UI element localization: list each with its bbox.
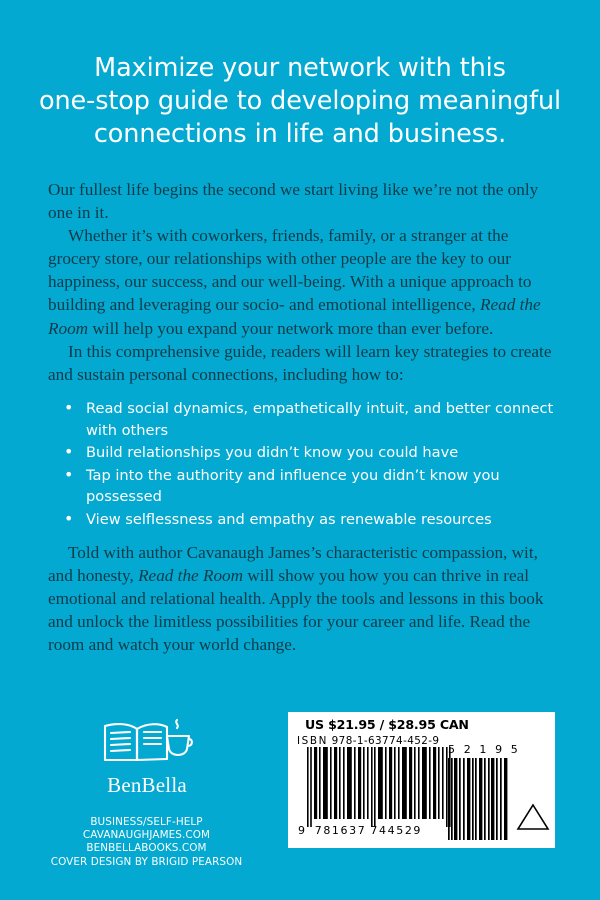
closing-text-b: will show you how you can thrive in real emotional and relational health. Apply the tools and lessons in this book and unlock the limitless possibilities for your career and life. Read the room and watch your world change. (48, 566, 544, 655)
imprint-lines (44, 816, 249, 869)
headline-line-2: one-stop guide to developing meaningful (38, 86, 562, 116)
publisher-block (44, 716, 249, 869)
headline-line-1: Maximize your network with this (94, 53, 506, 83)
body-paragraph-2-text-a: Whether it’s with coworkers, friends, family, or a stranger at the grocery store, our relationships with other people are the key to our happiness, our success, and our well-being. With a unique approach to building and leveraging our socio- and emotional intelligence, (48, 226, 532, 315)
imprint-publisher-site: BENBELLABOOKS.COM (86, 842, 207, 855)
ean-lead-digit: 9 (298, 824, 306, 837)
publisher-wordmark (44, 773, 249, 802)
ean5-supplement-barcode (448, 758, 508, 840)
imprint-category: BUSINESS/SELF-HELP (90, 816, 203, 828)
imprint-cover-credit: COVER DESIGN BY BRIGID PEARSON (50, 855, 243, 868)
ean13-digits (298, 824, 458, 837)
body-paragraph-2 (48, 224, 556, 339)
closing-text-a: Told with author Cavanaugh James’s characteristic compassion, wit, and honesty, (48, 543, 538, 586)
body-paragraph-3: In this comprehensive guide, readers will learn key strategies to create and sustain personal connections, including how to: (48, 341, 552, 384)
barcode-panel (288, 712, 555, 848)
benefits-list (62, 398, 557, 532)
isbn-line (297, 735, 439, 747)
isbn-number: 978-1-63774-452-9 (331, 735, 440, 747)
ean-group-left: 781637 (314, 824, 367, 837)
list-item: • Tap into the authority and influence you didn’t know you possessed (62, 465, 557, 508)
book-title-italic-2: Read the Room (138, 566, 244, 586)
ean-group-right: 744529 (370, 824, 423, 837)
closing-paragraph (48, 541, 560, 656)
book-title-italic-1: Read the Room (48, 295, 541, 338)
open-book-with-coffee-cup-icon (44, 716, 249, 773)
body-paragraph-2-text-b: will help you expand your network more than ever before. (88, 318, 494, 338)
headline (34, 52, 566, 151)
body-paragraph-1: Our fullest life begins the second we start living like we’re not the only one in it. (48, 180, 539, 223)
list-item: • Build relationships you didn’t know you could have (62, 442, 557, 464)
price-line: US $21.95 / $28.95 CAN (305, 717, 469, 732)
list-item: • View selflessness and empathy as renewable resources (62, 509, 557, 531)
headline-line-3: connections in life and business. (93, 119, 507, 149)
imprint-author-site: CAVANAUGHJAMES.COM (82, 829, 211, 842)
body-copy (48, 178, 556, 386)
supplement-digits: 5 2 1 9 5 (448, 743, 521, 756)
isbn-label: ISBN (297, 735, 328, 747)
triangle-outline-icon (516, 802, 550, 837)
list-item: • Read social dynamics, empathetically intuit, and better connect with others (62, 398, 557, 441)
ean13-barcode (307, 747, 453, 827)
svg-text:BenBella: BenBella (106, 773, 187, 797)
